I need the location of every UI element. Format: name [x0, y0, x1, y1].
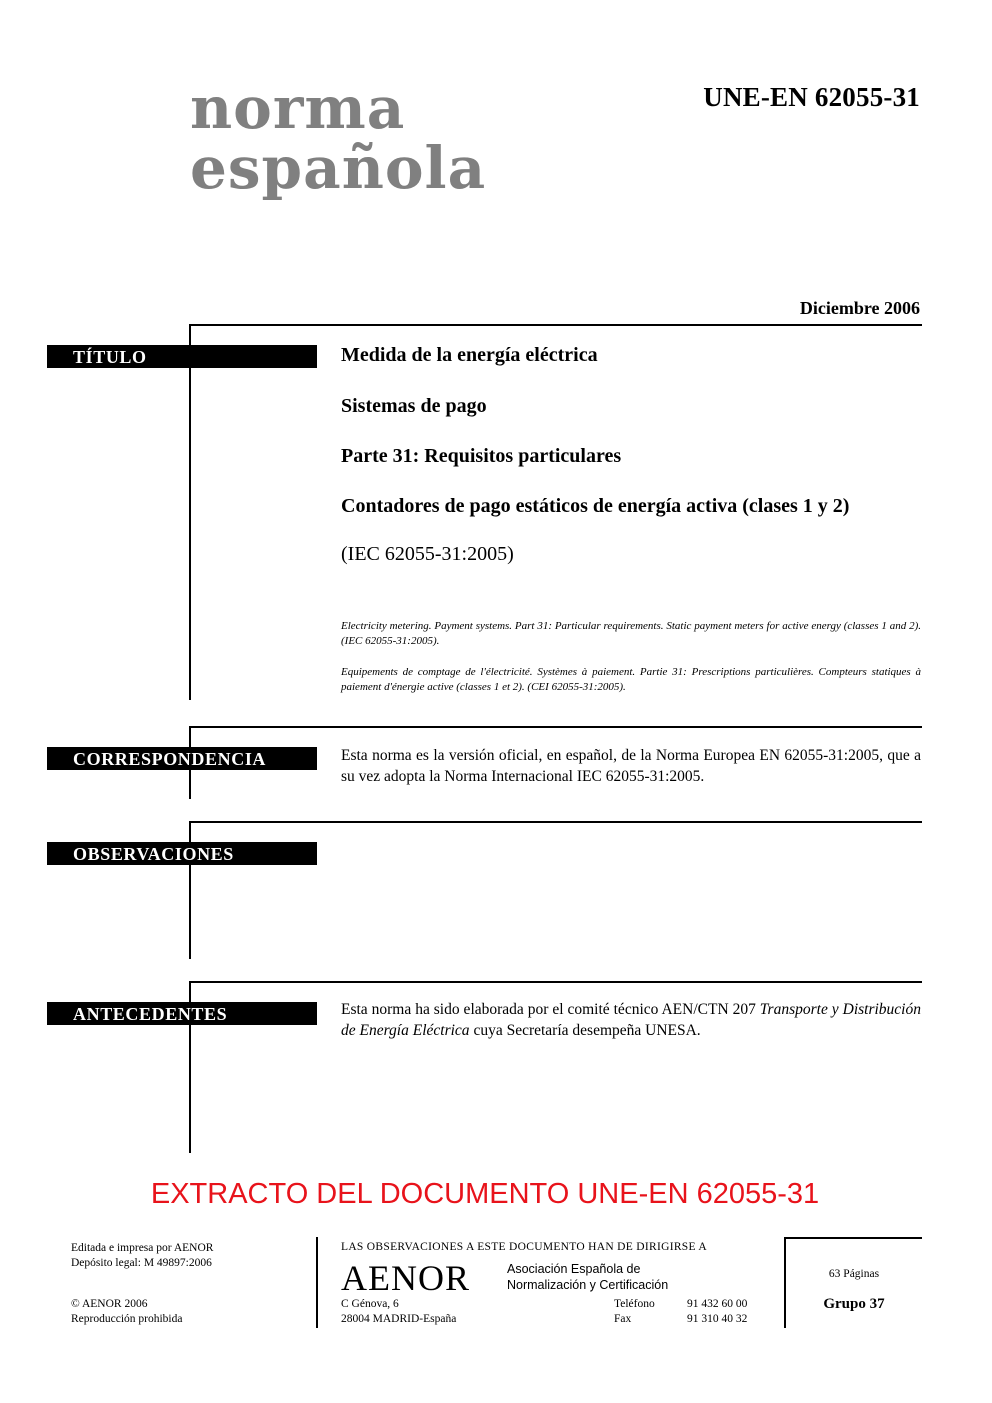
- title-line-1: Medida de la energía eléctrica: [341, 344, 598, 366]
- publication-date: Diciembre 2006: [799, 298, 920, 318]
- title-english: Electricity metering. Payment systems. Part 31: Particular requirements. Static payment meters for active energy (classes 1 and 2). (IEC 62055-31:2005).: [341, 620, 921, 647]
- observations-notice: LAS OBSERVACIONES A ESTE DOCUMENTO HAN DE DIRIGIRSE A: [341, 1241, 707, 1253]
- page-count: 63 Páginas: [828, 1268, 880, 1280]
- footer-copyright: [71, 1297, 182, 1327]
- brand-line-1: norma: [190, 74, 406, 142]
- edited-by: Editada e impresa por AENOR: [71, 1242, 214, 1254]
- price-group: Grupo 37: [823, 1296, 885, 1312]
- antecedentes-text: [341, 999, 921, 1041]
- extract-notice: EXTRACTO DEL DOCUMENTO UNE-EN 62055-31: [150, 1178, 820, 1210]
- contact-labels: [614, 1297, 655, 1327]
- title-line-2: Sistemas de pago: [341, 395, 487, 417]
- association-name: [507, 1261, 668, 1293]
- antecedentes-committee-name: Transporte y Distribución de Energía Eléctrica: [341, 1001, 921, 1039]
- phone-number: 91 432 60 00: [687, 1298, 748, 1310]
- brand-wordmark: [190, 74, 487, 202]
- standard-code: UNE-EN 62055-31: [703, 82, 920, 112]
- observaciones-top-rule: [189, 821, 922, 823]
- brand-line-2: española: [190, 134, 487, 202]
- address-line-2: 28004 MADRID-España: [341, 1313, 457, 1325]
- correspondencia-label: CORRESPONDENCIA: [47, 747, 317, 770]
- phone-label: Teléfono: [614, 1298, 655, 1310]
- title-line-4: Contadores de pago estáticos de energía activa (clases 1 y 2): [341, 495, 850, 517]
- observaciones-label: OBSERVACIONES: [47, 842, 317, 865]
- association-line-1: Asociación Española de: [507, 1262, 641, 1276]
- antecedentes-label: ANTECEDENTES: [47, 1002, 317, 1025]
- pages-box-top-rule: [784, 1237, 922, 1239]
- titulo-left-rule: [189, 324, 191, 700]
- footer-divider-left: [316, 1237, 318, 1328]
- aenor-logo: AENOR: [341, 1258, 470, 1298]
- reproduction-notice: Reproducción prohibida: [71, 1313, 183, 1325]
- antecedentes-top-rule: [189, 981, 922, 983]
- correspondencia-top-rule: [189, 726, 922, 728]
- contact-numbers: [687, 1297, 747, 1327]
- iec-reference: (IEC 62055-31:2005): [341, 543, 514, 565]
- association-line-2: Normalización y Certificación: [507, 1278, 669, 1292]
- fax-number: 91 310 40 32: [687, 1313, 748, 1325]
- title-line-3: Parte 31: Requisitos particulares: [341, 445, 622, 467]
- footer-publisher: [71, 1241, 213, 1271]
- titulo-top-rule: [189, 324, 922, 326]
- address-line-1: C Génova, 6: [341, 1298, 399, 1310]
- address: [341, 1297, 456, 1327]
- antecedentes-text-end: cuya Secretaría desempeña UNESA.: [469, 1022, 701, 1039]
- antecedentes-text-start: Esta norma ha sido elaborada por el comité técnico AEN/CTN 207: [341, 1001, 760, 1018]
- fax-label: Fax: [614, 1313, 632, 1325]
- legal-deposit: Depósito legal: M 49897:2006: [71, 1257, 212, 1269]
- title-french: Equipements de comptage de l'électricité. Systèmes à paiement. Partie 31: Prescriptions particulières. Compteurs statiques à paiement d'énergie active (classes 1 et 2). (CEI 62055-31:2005).: [341, 666, 921, 693]
- copyright: © AENOR 2006: [71, 1298, 148, 1310]
- correspondencia-text: Esta norma es la versión oficial, en español, de la Norma Europea EN 62055-31:2005, que a su vez adopta la Norma Internacional IEC 62055-31:2005.: [341, 747, 921, 785]
- titulo-label: TÍTULO: [47, 345, 317, 368]
- pages-box-left-rule: [784, 1237, 786, 1328]
